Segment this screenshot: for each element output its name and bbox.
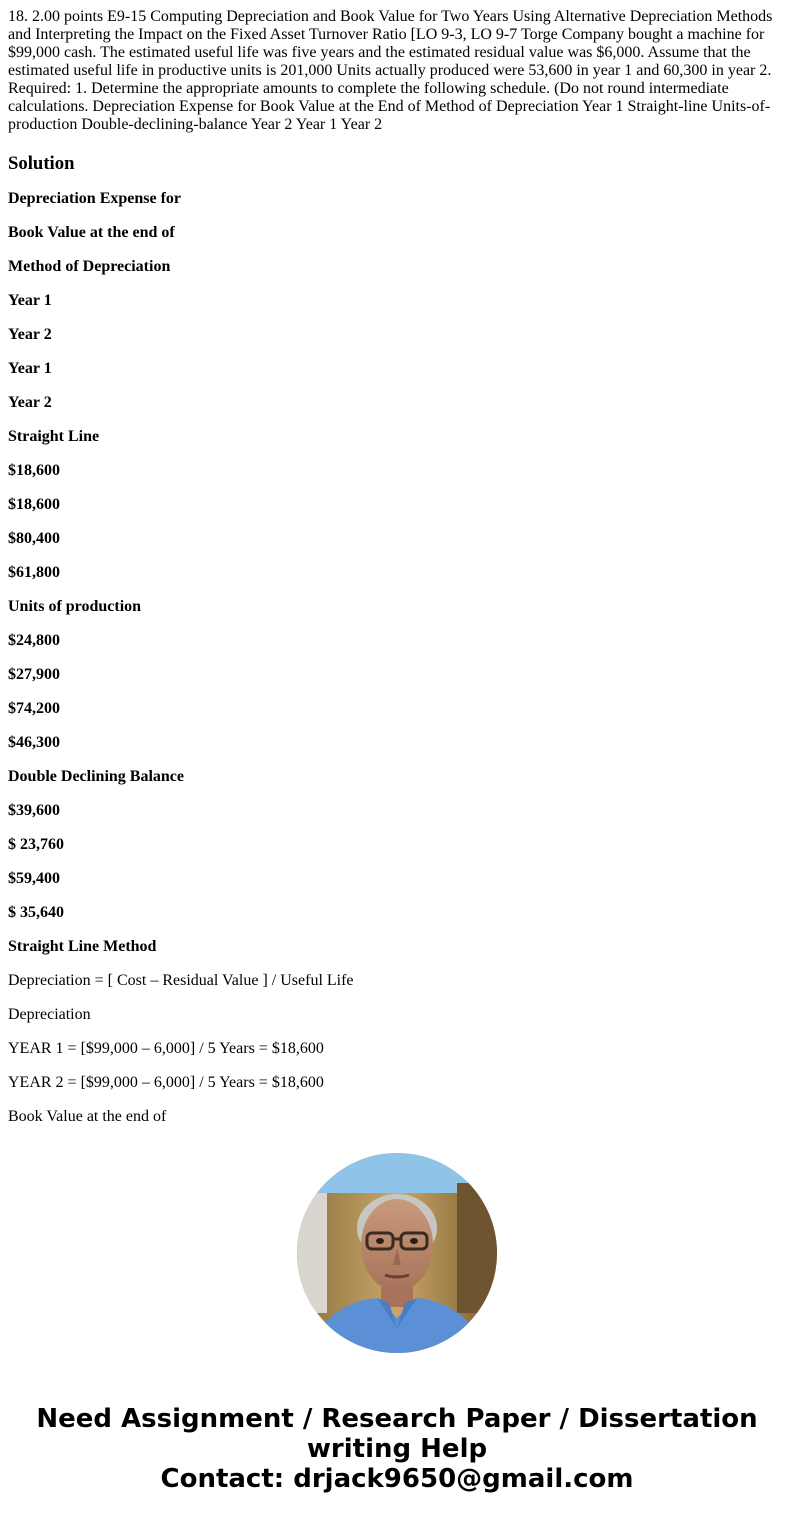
solution-line: Book Value at the end of (8, 1108, 167, 1122)
solution-line: YEAR 2 = [$99,000 – 6,000] / 5 Years = $18,600 (8, 1074, 324, 1091)
solution-line: $18,600 (8, 496, 60, 513)
solution-line: YEAR 1 = [$99,000 – 6,000] / 5 Years = $18,600 (8, 1040, 324, 1057)
solution-heading: Solution (8, 153, 75, 174)
solution-line: $61,800 (8, 564, 60, 581)
contact-banner (0, 1404, 794, 1494)
cta-line-2: writing Help (306, 1434, 488, 1464)
solution-line: $74,200 (8, 700, 60, 717)
solution-line: $ 35,640 (8, 904, 64, 921)
solution-line: Method of Depreciation (8, 258, 171, 275)
solution-line: Depreciation = [ Cost – Residual Value ] / Useful Life (8, 972, 354, 989)
solution-line: Units of production (8, 598, 142, 615)
solution-line: Double Declining Balance (8, 768, 185, 785)
cta-line-3: Contact: drjack9650@gmail.com (160, 1464, 634, 1494)
promo-footer (0, 1122, 794, 1523)
solution-line: Depreciation (8, 1006, 91, 1023)
solution-line: $39,600 (8, 802, 60, 819)
solution-line: Year 2 (8, 326, 52, 343)
solution-line: $46,300 (8, 734, 60, 751)
solution-line: Year 1 (8, 292, 52, 309)
solution-line: Depreciation Expense for (8, 190, 182, 207)
avatar (297, 1153, 497, 1353)
question-text: 18. 2.00 points E9-15 Computing Depreciation and Book Value for Two Years Using Alternative Depreciation Methods and Interpreting the Impact on the Fixed Asset Turnover Ratio [LO 9-3, LO 9-7 Torge Company bought a machine for $99,000 cash. The estimated useful life was five years and the estimated residual value was $6,000. Assume that the estimated useful life in productive units is 201,000 Units actually produced were 53,600 in year 1 and 60,300 in year 2. Required: 1. Determine the appropriate amounts to complete the following schedule. (Do not round intermediate calculations. Depreciation Expense for Book Value at the End of Method of Depreciation Year 1 Straight-line Units-of-production Double-declining-balance Year 2 Year 1 Year 2 (8, 8, 773, 133)
solution-line: $59,400 (8, 870, 60, 887)
solution-line: $18,600 (8, 462, 60, 479)
cta-line-1: Need Assignment / Research Paper / Dissertation (36, 1404, 758, 1434)
solution-line: Year 1 (8, 360, 52, 377)
solution-line: $24,800 (8, 632, 60, 649)
solution-lines (8, 190, 786, 1122)
author-photo (297, 1153, 497, 1353)
solution-line: Straight Line Method (8, 938, 157, 955)
solution-line: Book Value at the end of (8, 224, 175, 241)
solution-line: $80,400 (8, 530, 60, 547)
solution-line: $27,900 (8, 666, 60, 683)
document-content (8, 8, 786, 1122)
solution-line: Year 2 (8, 394, 52, 411)
solution-line: $ 23,760 (8, 836, 64, 853)
solution-line: Straight Line (8, 428, 100, 445)
